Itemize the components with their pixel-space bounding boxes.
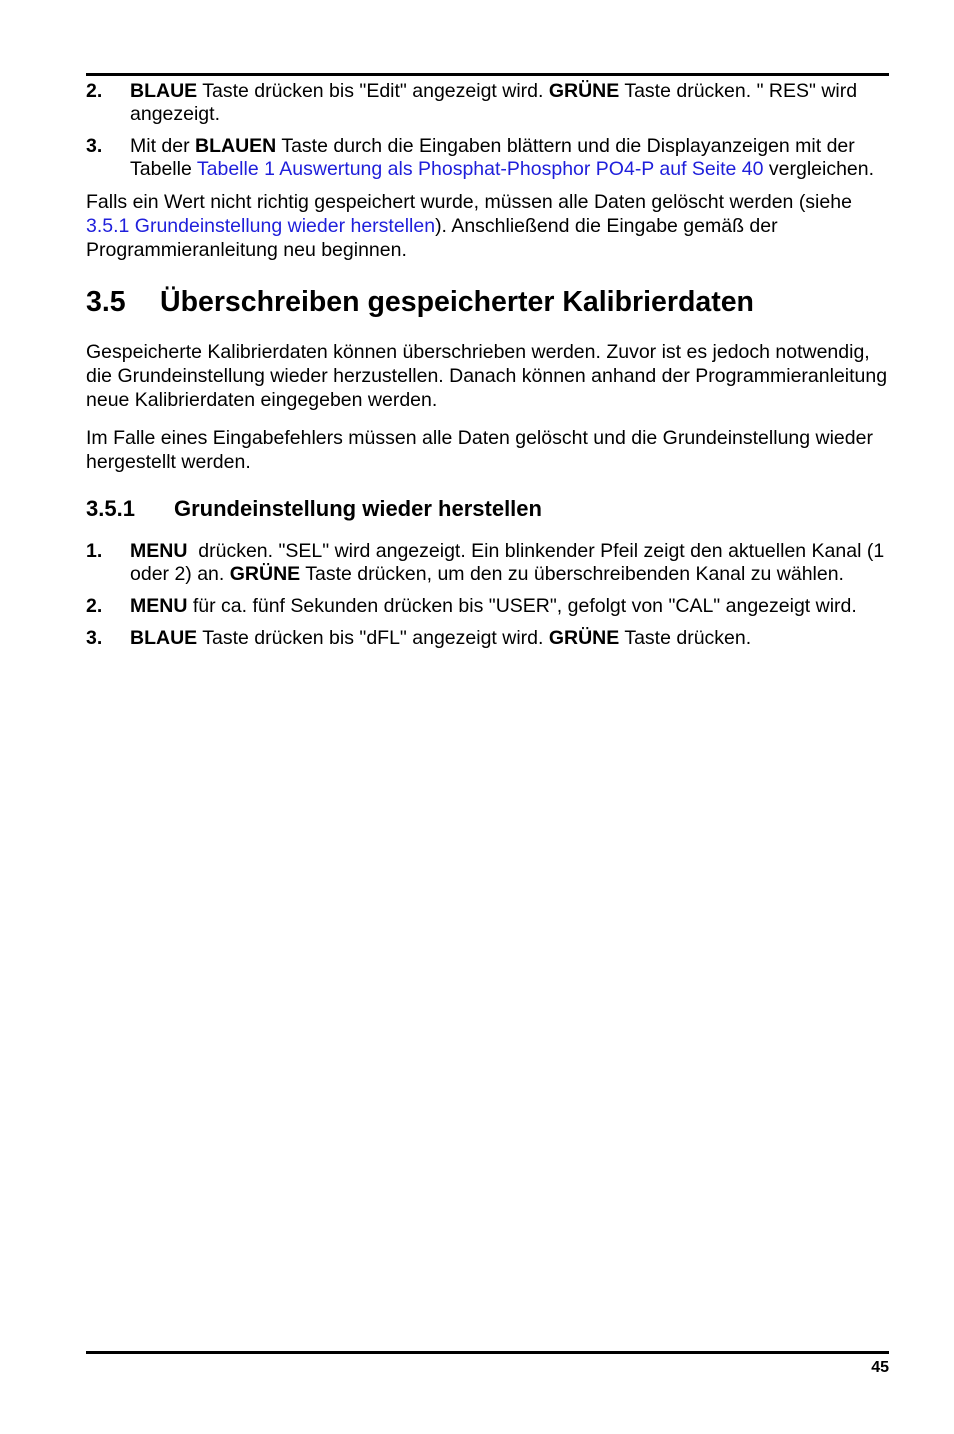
step-text-part: Mit der: [130, 135, 196, 157]
table-reference-link[interactable]: Tabelle 1 Auswertung als Phosphat-Phosphor PO4-P auf Seite 40: [196, 158, 764, 180]
step-text: [130, 595, 889, 618]
step-text-part: Taste drücken bis "dFL" angezeigt wird.: [197, 627, 549, 649]
page-content: [86, 80, 889, 659]
step-number: 2.: [86, 80, 103, 102]
step-bold: GRÜNE: [548, 627, 620, 649]
step-text-part: drücken. "SEL" wird angezeigt. Ein blinkender Pfeil zeigt den aktuellen Kanal (1 oder 2) an.: [130, 540, 890, 585]
step-bold: GRÜNE: [548, 80, 620, 102]
section-heading: [86, 286, 889, 318]
list-item: [86, 80, 889, 126]
step-text-part: Taste drücken.: [619, 627, 752, 649]
step-text-part: Taste durch die Eingaben blättern und die Displayanzeigen mit der Tabelle: [130, 135, 855, 180]
step-bold: GRÜNE: [229, 563, 301, 585]
subsection-heading: [86, 496, 889, 522]
step-bold: MENU: [130, 540, 188, 562]
step-text-part: für ca. fünf Sekunden drücken bis "USER", gefolgt von "CAL" angezeigt wird.: [187, 595, 857, 617]
step-text: [130, 627, 889, 650]
step-text-part: Taste drücken, um den zu überschreibenden Kanal zu wählen.: [300, 563, 844, 585]
step-bold: MENU: [130, 595, 188, 617]
step-text: [130, 540, 889, 586]
step-bold: BLAUEN: [195, 135, 277, 157]
paragraph-text: Falls ein Wert nicht richtig gespeichert wurde, müssen alle Daten gelöscht werden (siehe: [86, 191, 852, 213]
subsection-number: 3.5.1: [86, 496, 135, 521]
list-item: [86, 595, 889, 618]
step-text: [130, 135, 889, 181]
step-text-part: Taste drücken bis "Edit" angezeigt wird.: [197, 80, 549, 102]
footer-rule: [86, 1351, 889, 1354]
list-item: [86, 135, 889, 181]
step-bold: BLAUE: [130, 80, 198, 102]
intro-paragraph: [86, 190, 889, 262]
section-title: Überschreiben gespeicherter Kalibrierdaten: [160, 286, 754, 318]
page-number: 45: [871, 1359, 889, 1376]
section-number: 3.5: [86, 286, 126, 318]
step-number: 3.: [86, 627, 103, 649]
section-paragraph: Gespeicherte Kalibrierdaten können überschrieben werden. Zuvor ist es jedoch notwendig, die Grundeinstellung wieder herzustellen. Danach können anhand der Programmieranleitung neue Kalibrierdaten eingegeben werden.: [86, 341, 888, 411]
step-text-part: vergleichen.: [763, 158, 875, 180]
list-item: [86, 540, 889, 586]
header-rule: [86, 73, 889, 76]
step-bold: BLAUE: [130, 627, 198, 649]
section-paragraph: Im Falle eines Eingabefehlers müssen alle Daten gelöscht und die Grundeinstellung wieder hergestellt werden.: [86, 427, 873, 473]
step-number: 2.: [86, 595, 103, 617]
step-number: 1.: [86, 540, 103, 562]
step-number: 3.: [86, 135, 103, 157]
step-text: [130, 80, 889, 126]
step-text-part: Taste drücken. " RES" wird angezeigt.: [130, 80, 858, 125]
paragraph-text: ). Anschließend die Eingabe gemäß der Programmieranleitung neu beginnen.: [86, 215, 778, 261]
subsection-title: Grundeinstellung wieder herstellen: [174, 496, 542, 521]
list-item: [86, 627, 889, 650]
section-reference-link[interactable]: 3.5.1 Grundeinstellung wieder herstellen: [86, 215, 436, 237]
